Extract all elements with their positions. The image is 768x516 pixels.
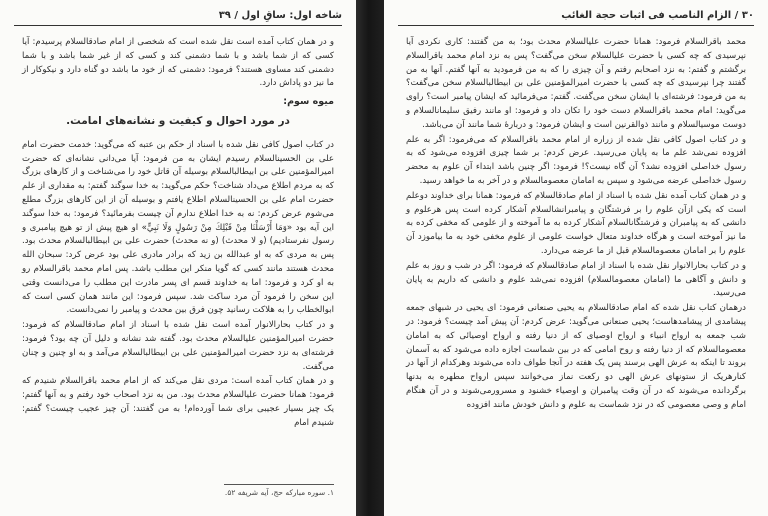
right-page-body	[406, 36, 746, 414]
right-page-header	[398, 8, 754, 26]
right-page	[384, 0, 768, 516]
paragraph: و در همان کتاب آمده نقل شده با اسناد از امام صادقالسلام که فرمود: همانا برای خداوند دوعلم است که یکی ازآن علوم را بر فرشتگان و پیامبرانشالسلام آشکار کرده است پس هرعلوم و دانشی که به پیامبران و فرشتگانالسلام آشکار کرده به ما آموخته و از علومی که مخفی کرده به ما نیز آموخته است و هرگاه خداوند متعال خواست علومی از علوم مخفی خود به ما بیاموزد آن علوم را بر امامان معصومالسلام قبل از ما عرضه می‌دارد.	[406, 190, 746, 256]
paragraph: و در کتاب اصول کافی نقل شده از زراره از امام محمد باقرالسلام که می‌فرمود: اگر به علم افزوده نمی‌شد علم ما به پایان می‌رسید. عرض کردم: بر شما چیزی افزوده می‌شود که به رسول خداصلى افزوده نشد؟ آن گاه نیست؟! فرمود: اگر چنین باشد ابتداء آن علوم به محضر رسول خداصلى عرضه می‌شود و سپس به امامان معصومالسلام و در آخر به ما خواهد رسید.	[406, 134, 746, 186]
footnote: ۱. سوره مبارکه حج، آیه شریفه ۵۲.	[224, 488, 334, 497]
footnote-divider	[224, 484, 334, 485]
paragraph: و در کتاب بحارالانوار آمده است نقل شده با اسناد از امام صادقالسلام که فرمود: حضرت امیرالمؤمنین علیالسلام محدث بود. گفته شد نشانه و دلیل آن چه بود؟ فرمود: فرشته‌ای به نزد حضرت امیرالمؤمنین علی بن ابیطالبالسلام می‌آمد و به او چنین و چنان می‌گفت.	[22, 320, 334, 372]
right-page-header-title: ۳۰ / الزام الناصب فی اثبات حجة الغائب	[561, 10, 754, 21]
book-gutter	[356, 0, 384, 516]
paragraph: و در همان کتاب آمده است نقل شده است که شخصی از امام صادقالسلام پرسیدم: آیا کسی که از شما باشد و با شما دشمنی کند و کسی که از غیر شما باشد و با شما دشمنی کند مساوی هستند؟ فرمود: دشمنی که از خود ما باشد دو گناه دارد و نیکوکار از ما نیز دو پاداش دارد.	[22, 37, 334, 89]
paragraph: در کتاب اصول کافی نقل شده با اسناد از حکم بن عتبه که می‌گوید: خدمت حضرت امام علی بن الحسینالسلام رسیدم ایشان به من فرمود: آیا می‌دانی نشانه‌ای که حضرت امیرالمؤمنین علی بن ابیطالبالسلام بوسیله آن قاتل خود را می‌شناخت و از کارهای بزرگ که به مردم اطلاع می‌داد شناخت؟ حکم می‌گوید: به خدا سوگند گفتم: به مقداری از علم حضرت امام علی بن الحسینالسلام اطلاع یافتم و بوسیله آن از این کارهای بزرگ مطلع می‌شوم عرض کردم: نه به خدا اطلاع ندارم آن چیست بفرمائید؟ فرمود: به خدا سوگند این آیه بود «وَمَا أَرْسَلْنَا مِنْ قَبْلِكَ مِنْ رَسُولٍ وَلَا نَبِيٍّ» او هیچ پیش از تو هیچ پیامبری و رسول نفرستادیم) (و لا محدث) (و نه محدث) حضرت علی بن ابیطالبالسلام محدث بود. پس به مردی که به او عبدالله بن زید که برادر مادری علی بود عرض کرد: سبحان الله محدث هستند مانند کسی که گویا منکر این مطلب باشد. پس امام محمد باقرالسلام رو به او کرد و فرمود: اما به خداوند قسم ای پسر مادرت این مطلب را می‌دانست وقتی این سخن را فرمود آن مرد ساکت شد. سپس فرمود: این مانند همان کسی است که ابوالخطاب را به هلاکت رسانید چون فرق بین محدث و پیامبر را نمی‌دانست.	[22, 139, 334, 316]
paragraph: و در کتاب بحارالانوار نقل شده با اسناد از امام صادقالسلام که فرمود: اگر در شب و روز به علم و دانش و آگاهی ما (امامان معصومالسلام) افزوده نمی‌شد علوم و دانشی که داریم به پایان می‌رسید.	[406, 260, 746, 299]
paragraph: محمد باقرالسلام فرمود: همانا حضرت علیالسلام محدث بود؛ به من گفتند: کاری نکردی آیا نپرسیدی که چه کسی با حضرت علیالسلام سخن می‌گفت؟ پس به نزد امام محمد باقرالسلام برگشتم و گفتم: به نزد اصحابم رفتم و آن چیزی را که به من فرمودید به آنها گفتم. آنها به من گفتند چرا نپرسیدی که چه کسی با حضرت امیرالمؤمنین علی بن ابیطالبالسلام سخن می‌گفت؟ به من فرمود: فرشته‌ای با ایشان سخن می‌گفت. گفتم: می‌فرمائید که ایشان پیامبر است؟ راوی می‌گوید: امام محمد باقرالسلام دست خود را تکان داد و فرمود: او مانند رفیق سلیمانالسلام و دوست موسیالسلام و مانند ذوالقرنین است و ایشان فرمود: و دربارهٔ شما مانند آن می‌باشد.	[406, 37, 746, 130]
left-page	[0, 0, 356, 516]
section-title: میوه سوم:	[283, 96, 334, 108]
left-page-header	[14, 8, 342, 26]
paragraph: درهمان کتاب نقل شده که امام صادقالسلام به یحیی صنعانی فرمود: ای یحیی در شبهای جمعه پیشامدی از پیشامدهاست؛ یحیی صنعانی می‌گوید: عرض کردم: آن پیش آمد چیست؟ فرمود: در شب جمعه به ارواح انبیاء و ارواح اوصیای که از دنیا رفته و ارواح اوصیائی که به امامان معصومالسلام که از دنیا رفته و روح امامی که در بین شماست اجازه داده می‌شود که به آسمان بروند تا اینکه به عرش الهی برسند پس یک هفته در آنجا طواف داده می‌شوند وهرکدام از آنها در کنارهریک از ستونهای عرش الهی دو رکعت نماز می‌خوانند سپس ارواح مطهره به بدنها برگردانده می‌شوند که در آن وقت پیامبران و اوصیاء خشنود و مسرورمی‌شوند و در آن هنگام امام و وصی معصومی که در نزد شماست به علوم و دانش خودش مانند افزوده	[406, 303, 746, 410]
section-subtitle: در مورد احوال و کیفیت و نشانه‌های امامت.	[66, 114, 290, 127]
left-page-body	[22, 36, 334, 432]
left-page-header-title: شاخه اول: ساقِ اول / ۳۹	[218, 10, 342, 21]
paragraph: و در همان کتاب آمده است: مردی نقل می‌کند که از امام محمد باقرالسلام شنیدم که فرمود: همانا حضرت علیالسلام محدث بود. من به نزد اصحاب خود رفتم و به آنها گفتم: یک چیز بسیار عجیبی برای شما آورده‌ام! به من گفتند: آن چیز عجیب چیست؟ گفتم: شنیدم امام	[22, 376, 334, 428]
